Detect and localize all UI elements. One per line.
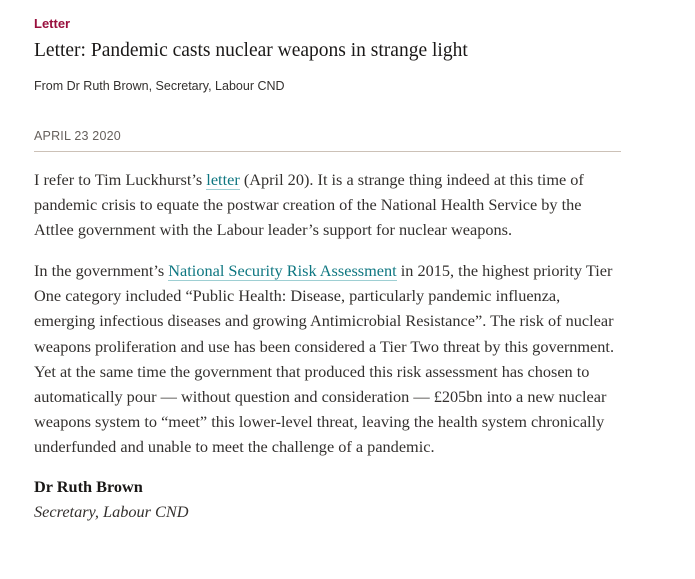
paragraph-1-rest: (April 20). It is a strange thing indeed at this time of pandemic crisis to equate the postwar creation of the National Health Service by the Attlee government with the Labour leader’s support for nuclear weapons. (34, 170, 584, 240)
signoff-role: Secretary, Labour CND (34, 502, 189, 522)
body-paragraph-1 (34, 167, 621, 242)
article-body (34, 167, 621, 459)
signoff (34, 474, 621, 524)
paragraph-2-lead: In the government’s (34, 261, 169, 281)
publish-date: APRIL 23 2020 (34, 129, 121, 143)
paragraph-1-lead: I refer to Tim Luckhurst’s (34, 170, 207, 189)
risk-assessment-link[interactable]: National Security Risk Assessment (168, 261, 397, 281)
article-headline: Letter: Pandemic casts nuclear weapons in strange light (34, 40, 468, 61)
paragraph-2-rest: in 2015, the highest priority Tier One category included “Public Health: Disease, particularly pandemic influenza, emerging infectious diseases and growing Antimicrobial Resistance”. The risk of nuclear weapons proliferation and use has been considered a Tier Two threat by this government. Yet at the same time the government that produced this risk assessment has chosen to automatically pour — without question and consideration — £205bn into a new nuclear weapons system to “meet” this lower-level threat, leaving the health system chronically underfunded and unable to meet the challenge of a pandemic. (34, 261, 615, 456)
signoff-name: Dr Ruth Brown (34, 477, 143, 497)
article (34, 0, 621, 524)
divider (34, 151, 621, 152)
letter-link[interactable]: letter (206, 170, 240, 189)
body-paragraph-2 (34, 258, 621, 459)
article-byline: From Dr Ruth Brown, Secretary, Labour CND (34, 79, 285, 93)
article-kicker[interactable]: Letter (34, 16, 71, 31)
